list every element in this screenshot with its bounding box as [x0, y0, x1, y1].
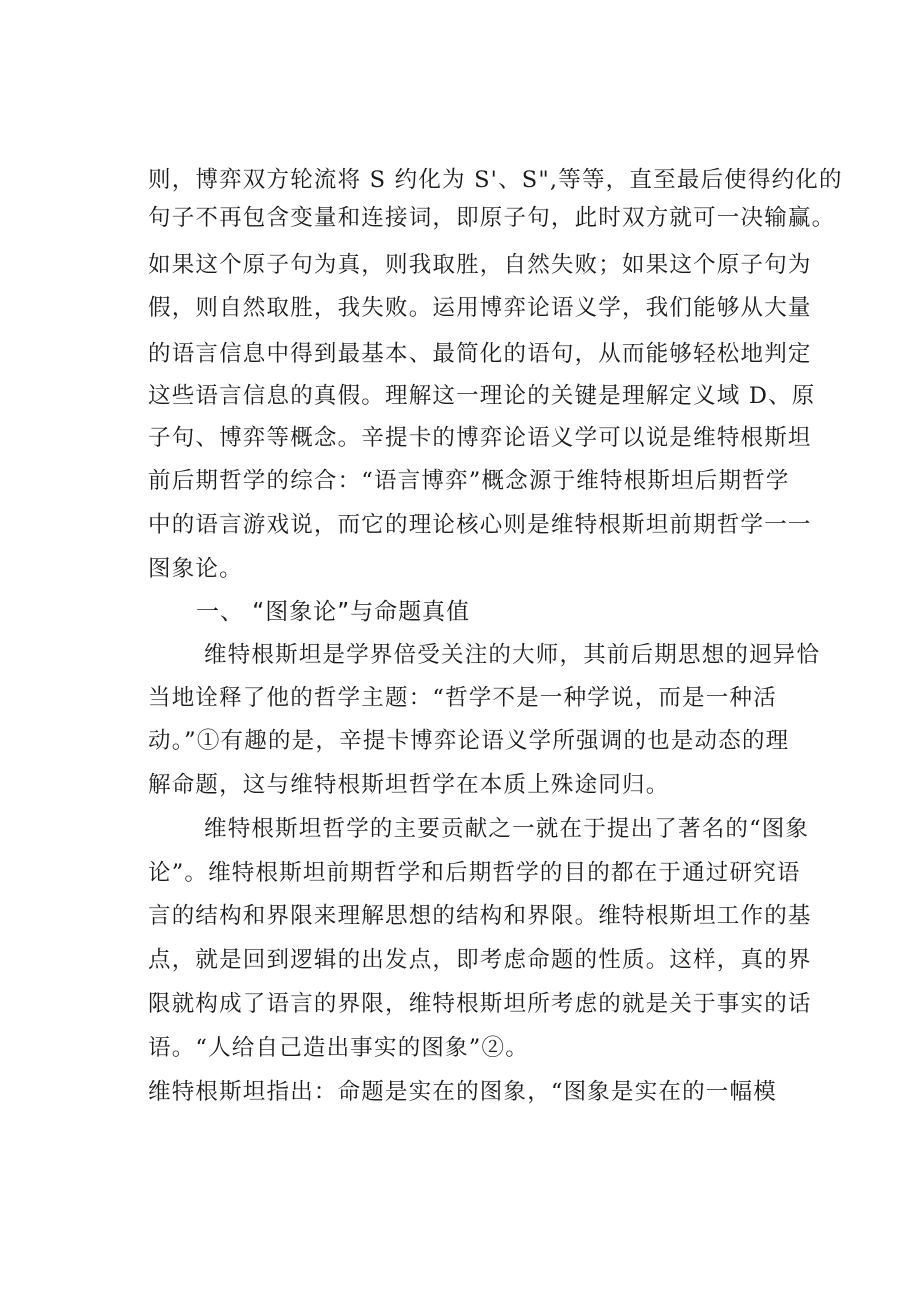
paragraph-4-line-1: 维特根斯坦指出：命题是实在的图象，“图象是实在的一幅模 [148, 1079, 777, 1105]
paragraph-1-line-6: 这些语言信息的真假。理解这一理论的关键是理解定义域 D、原 [148, 383, 816, 409]
paragraph-2-line-1: 维特根斯坦是学界倍受关注的大师，其前后期思想的迥异恰 [204, 642, 821, 668]
paragraph-3-line-3: 言的结构和界限来理解思想的结构和界限。维特根斯坦工作的基 [148, 903, 812, 929]
paragraph-2-line-3: 动。”①有趣的是，辛提卡博弈论语义学所强调的也是动态的理 [148, 728, 790, 754]
paragraph-3-line-4: 点，就是回到逻辑的出发点，即考虑命题的性质。这样，真的界 [148, 947, 812, 973]
paragraph-2-line-4: 解命题，这与维特根斯坦哲学在本质上殊途同归。 [148, 772, 670, 798]
section-heading: 一、 “图象论”与命题真值 [196, 599, 471, 625]
paragraph-1-line-4: 假，则自然取胜，我失败。运用博弈论语义学，我们能够从大量 [148, 295, 812, 321]
paragraph-1-line-8: 前后期哲学的综合：“语言博弈”概念源于维特根斯坦后期哲学 [148, 468, 790, 494]
paragraph-1-line-1: 则，博弈双方轮流将 S 约化为 S'、S",等等，直至最后使得约化的 [148, 167, 843, 193]
paragraph-3-line-2: 论”。维特根斯坦前期哲学和后期哲学的目的都在于通过研究语 [148, 860, 801, 886]
paragraph-3-line-6: 语。“人给自己造出事实的图象”②。 [148, 1035, 529, 1061]
paragraph-1-line-7: 子句、博弈等概念。辛提卡的博弈论语义学可以说是维特根斯坦 [148, 425, 812, 451]
paragraph-2-line-2: 当地诠释了他的哲学主题：“哲学不是一种学说，而是一种活 [148, 685, 777, 711]
paragraph-1-line-9: 中的语言游戏说，而它的理论核心则是维特根斯坦前期哲学一一 [148, 512, 812, 538]
paragraph-3-line-1: 维特根斯坦哲学的主要贡献之一就在于提出了著名的“图象 [204, 816, 810, 842]
paragraph-1-line-10: 图象论。 [148, 556, 243, 582]
paragraph-1-line-3: 如果这个原子句为真，则我取胜，自然失败；如果这个原子句为 [148, 252, 812, 278]
paragraph-1-line-2: 句子不再包含变量和连接词，即原子句，此时双方就可一决输赢。 [148, 205, 836, 231]
paragraph-3-line-5: 限就构成了语言的界限，维特根斯坦所考虑的就是关于事实的话 [148, 991, 812, 1017]
paragraph-1-line-5: 的语言信息中得到最基本、最简化的语句，从而能够轻松地判定 [148, 341, 812, 367]
